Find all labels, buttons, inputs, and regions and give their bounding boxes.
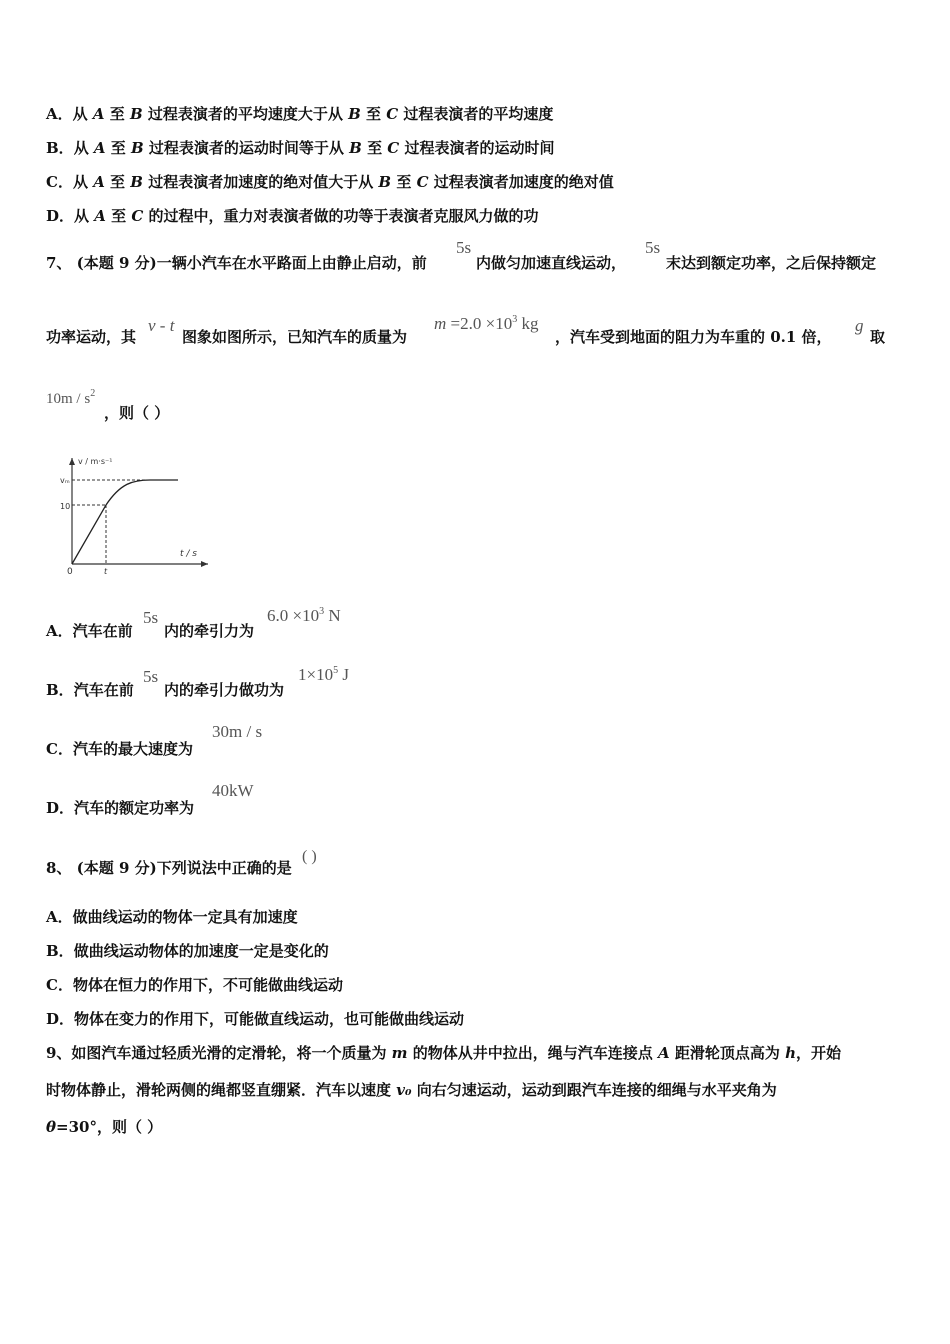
- q7-option-b-text2: 内的牵引力做功为: [164, 681, 285, 699]
- q7-option-c-f2: 30m / s: [212, 722, 263, 741]
- q7-option-a: A．汽车在前: [46, 622, 133, 640]
- q7-stem-line2: 功率运动，其: [46, 328, 137, 346]
- t1-label: t: [104, 567, 108, 576]
- q6-option-a: A．从 A 至 B 过程表演者的平均速度大于从 B 至 C 过程表演者的平均速度: [46, 105, 554, 123]
- q7-option-a-text2: 内的牵引力为: [164, 622, 255, 640]
- q7-option-b-f2: $1\times 10^5$ J: [298, 665, 349, 684]
- vm-label: vₘ: [60, 476, 70, 485]
- q9-line3: θ=30°，则（ ）: [46, 1118, 163, 1136]
- q7-option-b: B．汽车在前: [46, 681, 134, 699]
- q6-option-d: D．从 A 至 C 的过程中，重力对表演者做的功等于表演者克服风力做的功: [46, 207, 539, 225]
- q9-line1: 9、如图汽车通过轻质光滑的定滑轮，将一个质量为 m 的物体从井中拉出，绳与汽车连接点 A 距滑轮顶点高为 h，开始: [46, 1044, 842, 1062]
- q7-stem-line1-b: 内做匀加速直线运动，: [476, 254, 627, 272]
- curve-segment: [106, 480, 178, 505]
- q7-option-c: C．汽车的最大速度为: [46, 740, 193, 758]
- y-axis-label: v / m·s⁻¹: [78, 457, 113, 466]
- q8-stem: 8、 (本题 9 分)下列说法中正确的是: [46, 859, 292, 877]
- x-axis-label: t / s: [180, 549, 197, 559]
- q6-option-c: C．从 A 至 B 过程表演者加速度的绝对值大于从 B 至 C 过程表演者加速度的绝对值: [46, 173, 614, 191]
- q8-option-d: D．物体在变力的作用下，可能做直线运动，也可能做曲线运动: [46, 1010, 465, 1028]
- q7-g-label: g: [855, 316, 864, 335]
- q7-t2: 5s: [645, 238, 661, 257]
- q8-option-b: B．做曲线运动物体的加速度一定是变化的: [46, 942, 329, 960]
- q7-stem-line1: 7、 (本题 9 分)一辆小汽车在水平路面上由静止启动，前: [46, 254, 427, 272]
- v1-label: 10: [60, 502, 71, 511]
- q6-option-b: B．从 A 至 B 过程表演者的运动时间等于从 B 至 C 过程表演者的运动时间: [46, 139, 555, 157]
- q7-stem-line2-c: ，汽车受到地面的阻力为车重的 0.1 倍，: [555, 328, 832, 346]
- q7-option-a-f2: $6.0 \times 10^3$ N: [267, 606, 341, 625]
- x-axis-arrow: [201, 561, 208, 567]
- q7-stem-line2-d: 取: [870, 328, 886, 346]
- q7-option-d: D．汽车的额定功率为: [46, 799, 195, 817]
- q7-option-b-f1: 5s: [143, 667, 159, 686]
- origin-label: 0: [67, 567, 73, 577]
- q7-stem-line1-c: 末达到额定功率，之后保持额定: [666, 254, 877, 272]
- q9-line2: 时物体静止，滑轮两侧的绳都竖直绷紧．汽车以速度 v₀ 向右匀速运动，运动到跟汽车连接的细绳与水平夹角为: [46, 1081, 777, 1099]
- q7-t1: 5s: [456, 238, 472, 257]
- y-axis-arrow: [69, 458, 75, 465]
- q8-option-a: A．做曲线运动的物体一定具有加速度: [46, 908, 298, 926]
- q7-stem-line3: ，则（ ）: [104, 404, 170, 422]
- q7-vt-label: v - t: [148, 316, 175, 335]
- q7-option-a-f1: 5s: [143, 608, 159, 627]
- q8-paren: ( ): [302, 848, 317, 865]
- q7-stem-line2-b: 图象如图所示，已知汽车的质量为: [182, 328, 408, 346]
- linear-segment: [72, 505, 106, 564]
- q7-g-value: $10m / s^2$: [46, 388, 96, 407]
- q7-option-d-f2: 40kW: [212, 781, 254, 800]
- q7-mass-formula: $m =2.0 \times 10^3$ kg: [434, 314, 539, 333]
- vt-graph: [60, 452, 220, 582]
- q8-option-c: C．物体在恒力的作用下，不可能做曲线运动: [46, 976, 343, 994]
